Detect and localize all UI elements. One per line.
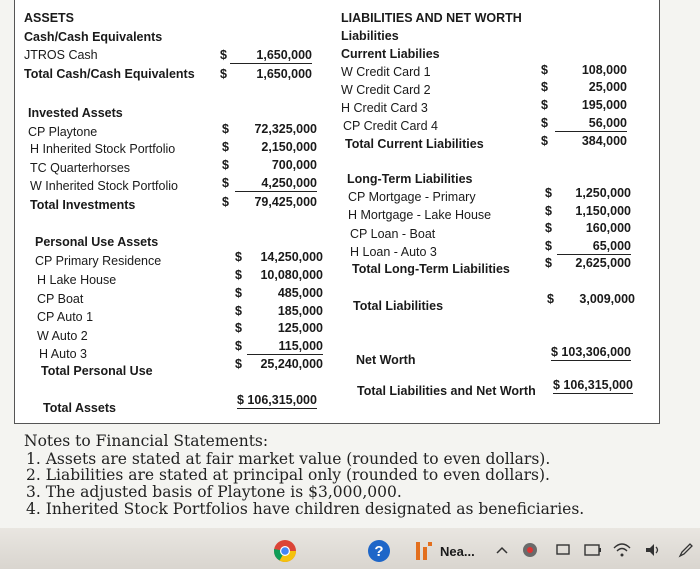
current-label: W Credit Card 1 — [341, 65, 431, 79]
total-assets-label: Total Assets — [43, 401, 116, 415]
total-ln-label: Total Liabilities and Net Worth — [357, 384, 536, 398]
cash-item-value: 1,650,000 — [230, 48, 312, 64]
security-icon[interactable] — [520, 540, 540, 560]
personal-label: W Auto 2 — [37, 329, 88, 343]
longterm-value: 1,250,000 — [575, 186, 631, 200]
assets-heading: ASSETS — [24, 11, 75, 25]
dollar-sign: $ — [235, 268, 242, 282]
dollar-sign: $ — [220, 67, 227, 81]
cash-item-label: JTROS Cash — [24, 48, 98, 62]
current-total-label: Total Current Liabilities — [345, 137, 484, 151]
dollar-sign: $ — [541, 80, 548, 94]
dollar-sign: $ — [235, 321, 242, 335]
longterm-value: 65,000 — [557, 239, 631, 255]
total-ln-value: $ 106,315,000 — [553, 378, 633, 392]
weather-icon[interactable] — [412, 538, 436, 564]
personal-value: 115,000 — [247, 339, 323, 355]
longterm-label: CP Mortgage - Primary — [348, 190, 476, 204]
dollar-sign: $ — [222, 140, 229, 154]
personal-value: 125,000 — [277, 321, 323, 335]
note-item: 3. The adjusted basis of Playtone is $3,000,000. — [26, 483, 402, 501]
dollar-sign: $ — [235, 304, 242, 318]
dollar-sign: $ — [541, 134, 548, 148]
current-heading: Current Liabilies — [341, 47, 440, 61]
current-value: 56,000 — [555, 116, 627, 132]
invested-label: W Inherited Stock Portfolio — [30, 179, 178, 193]
personal-label: CP Primary Residence — [35, 254, 162, 268]
invested-label: H Inherited Stock Portfolio — [30, 142, 176, 156]
dollar-sign: $ — [545, 221, 552, 235]
dollar-sign: $ — [541, 116, 548, 130]
current-label: W Credit Card 2 — [341, 83, 431, 97]
net-worth-value: $ 103,306,000 — [551, 345, 631, 359]
personal-total-label: Total Personal Use — [41, 364, 153, 378]
total-assets-value: $ 106,315,000 — [237, 393, 317, 407]
cash-total-value: 1,650,000 — [256, 67, 312, 81]
invested-value: 700,000 — [271, 158, 317, 172]
dollar-sign: $ — [545, 256, 552, 270]
battery-icon[interactable] — [583, 540, 603, 560]
cash-heading: Cash/Cash Equivalents — [24, 30, 163, 44]
invested-label: TC Quarterhorses — [30, 161, 131, 175]
dollar-sign: $ — [222, 122, 229, 136]
speaker-icon[interactable] — [642, 540, 664, 560]
personal-label: CP Auto 1 — [37, 310, 94, 324]
invested-label: CP Playtone — [28, 125, 98, 139]
balance-sheet — [14, 0, 660, 424]
note-item: 4. Inherited Stock Portfolios have children designated as beneficiaries. — [26, 500, 585, 518]
dollar-sign: $ — [541, 63, 548, 77]
dollar-sign: $ — [545, 204, 552, 218]
total-liabilities-label: Total Liabilities — [353, 299, 444, 313]
total-liabilities-value: 3,009,000 — [579, 292, 635, 306]
chevron-up-icon[interactable] — [494, 540, 510, 560]
personal-value: 10,080,000 — [260, 268, 323, 282]
current-value: 108,000 — [581, 63, 627, 77]
personal-value: 185,000 — [277, 304, 323, 318]
personal-label: H Lake House — [37, 273, 117, 287]
longterm-label: CP Loan - Boat — [350, 227, 436, 241]
invested-value: 72,325,000 — [254, 122, 317, 136]
longterm-heading: Long-Term Liabilities — [347, 172, 473, 186]
personal-total-value: 25,240,000 — [260, 357, 323, 371]
taskbar — [0, 528, 700, 569]
help-icon[interactable] — [366, 538, 392, 564]
longterm-total-label: Total Long-Term Liabilities — [352, 262, 510, 276]
personal-label: CP Boat — [37, 292, 84, 306]
network-icon[interactable] — [612, 540, 632, 560]
cash-total-label: Total Cash/Cash Equivalents — [24, 67, 195, 81]
invested-total-label: Total Investments — [30, 198, 136, 212]
note-item: 1. Assets are stated at fair market value (rounded to even dollars). — [26, 450, 551, 468]
personal-value: 14,250,000 — [260, 250, 323, 264]
notes-title: Notes to Financial Statements: — [24, 432, 269, 450]
svg-text:?: ? — [374, 543, 384, 560]
liabilities-subheading: Liabilities — [341, 29, 399, 43]
net-worth-label: Net Worth — [356, 353, 416, 367]
chrome-icon[interactable] — [272, 538, 298, 564]
dollar-sign: $ — [222, 158, 229, 172]
longterm-label: H Loan - Auto 3 — [350, 245, 437, 259]
current-total-value: 384,000 — [581, 134, 627, 148]
note-item: 2. Liabilities are stated at principal only (rounded to even dollars). — [26, 466, 550, 484]
longterm-value: 1,150,000 — [575, 204, 631, 218]
personal-value: 485,000 — [277, 286, 323, 300]
invested-total-value: 79,425,000 — [254, 195, 317, 209]
dollar-sign: $ — [547, 292, 554, 306]
dollar-sign: $ — [235, 286, 242, 300]
personal-heading: Personal Use Assets — [35, 235, 159, 249]
invested-value: 2,150,000 — [261, 140, 317, 154]
dollar-sign: $ — [545, 239, 552, 253]
invested-value: 4,250,000 — [235, 176, 317, 192]
dollar-sign: $ — [235, 250, 242, 264]
dollar-sign: $ — [545, 186, 552, 200]
dollar-sign: $ — [220, 48, 227, 62]
invested-heading: Invested Assets — [28, 106, 123, 120]
dollar-sign: $ — [222, 195, 229, 209]
dollar-sign: $ — [235, 339, 242, 353]
current-label: CP Credit Card 4 — [343, 119, 438, 133]
dollar-sign: $ — [541, 98, 548, 112]
longterm-label: H Mortgage - Lake House — [348, 208, 492, 222]
app-label[interactable]: Nea... — [440, 543, 475, 559]
dollar-sign: $ — [222, 176, 229, 190]
dollar-sign: $ — [235, 357, 242, 371]
longterm-total-value: 2,625,000 — [575, 256, 631, 270]
display-icon[interactable] — [553, 540, 573, 560]
liabilities-heading: LIABILITIES AND NET WORTH — [341, 11, 522, 25]
current-value: 25,000 — [588, 80, 627, 94]
current-label: H Credit Card 3 — [341, 101, 428, 115]
longterm-value: 160,000 — [585, 221, 631, 235]
pen-icon[interactable] — [676, 540, 696, 560]
current-value: 195,000 — [581, 98, 627, 112]
personal-label: H Auto 3 — [39, 347, 87, 361]
